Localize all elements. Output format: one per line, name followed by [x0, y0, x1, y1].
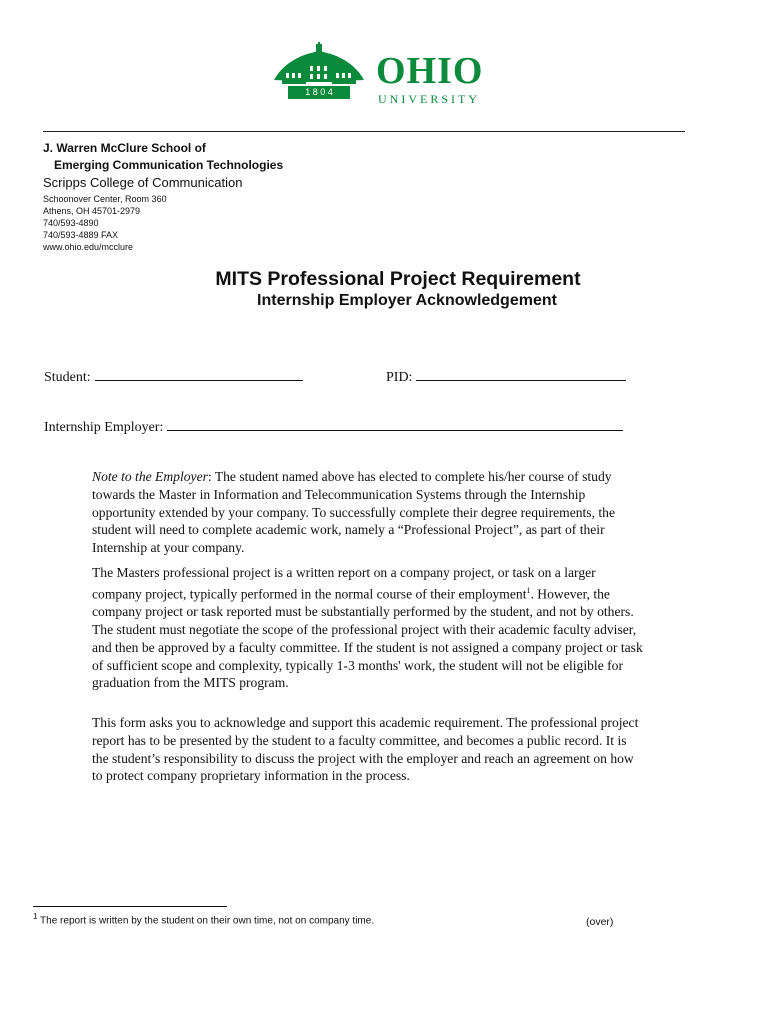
project-paragraph [92, 564, 646, 692]
footnote-rule [33, 906, 227, 907]
project-text-a: The Masters professional project is a written report on a company project, or task on a larger company project, typically performed in the normal course of their employment [92, 565, 596, 602]
student-label: Student: [44, 370, 91, 385]
phone-line: 740/593-4890 [43, 218, 99, 228]
website-link[interactable]: www.ohio.edu/mcclure [43, 242, 134, 252]
address-line: Schoonover Center, Room 360 [43, 194, 167, 204]
fax-line: 740/593-4889 FAX [43, 230, 119, 240]
header-rule [43, 131, 685, 132]
employer-blank-line[interactable] [167, 416, 623, 431]
pid-label: PID: [386, 370, 413, 385]
logo-university-text: UNIVERSITY [378, 92, 480, 106]
logo-ohio-text: OHIO [376, 50, 484, 92]
college-name: Scripps College of Communication [43, 175, 243, 190]
note-paragraph [92, 468, 646, 557]
note-text: : The student named above has elected to complete his/her course of study towards the Master in Information and Telecommunication Systems through the Internship opportunity extended by your company. To successfully complete their degree requirements, the student will need to complete academic work, namely a “Professional Project”, as part of their Internship at your company. [92, 469, 616, 556]
logo-year: 1 8 0 4 [305, 87, 333, 97]
city-line: Athens, OH 45701-2979 [43, 206, 141, 216]
footnote-ref: 1 [526, 585, 531, 595]
pid-field[interactable] [386, 366, 626, 386]
over-label: (over) [586, 916, 614, 928]
footnote [33, 912, 374, 926]
footnote-marker: 1 [33, 912, 38, 921]
page-subtitle: Internship Employer Acknowledgement [257, 292, 557, 309]
acknowledge-paragraph: This form asks you to acknowledge and support this academic requirement. The professional project report has to be presented by the student to a faculty committee, and becomes a public record. It is the student’s responsibility to discuss the project with the employer and reach an agreement on how to protect company proprietary information in the process. [92, 715, 639, 784]
ohio-university-logo [272, 42, 502, 108]
pid-blank-line[interactable] [416, 366, 626, 381]
employer-label: Internship Employer: [44, 420, 164, 435]
employer-field[interactable] [44, 416, 623, 436]
footnote-text: The report is written by the student on their own time, not on company time. [37, 915, 375, 927]
school-name-line1: J. Warren McClure School of [43, 141, 206, 155]
project-text-b: . However, the company project or task reported must be substantially performed by the student, and not by others. The student must negotiate the scope of the professional project with their academic faculty adviser, and then be approved by a faculty committee. If the student is not assigned a company project or task of sufficient scope and complexity, typically 1-3 months' work, the student will not be eligible for graduation from the MITS program. [92, 586, 643, 691]
note-label: Note to the Employer [92, 469, 208, 484]
school-name-line2: Emerging Communication Technologies [54, 158, 284, 172]
student-field[interactable] [44, 366, 303, 386]
page-title: MITS Professional Project Requirement [215, 268, 581, 290]
student-blank-line[interactable] [95, 366, 303, 381]
